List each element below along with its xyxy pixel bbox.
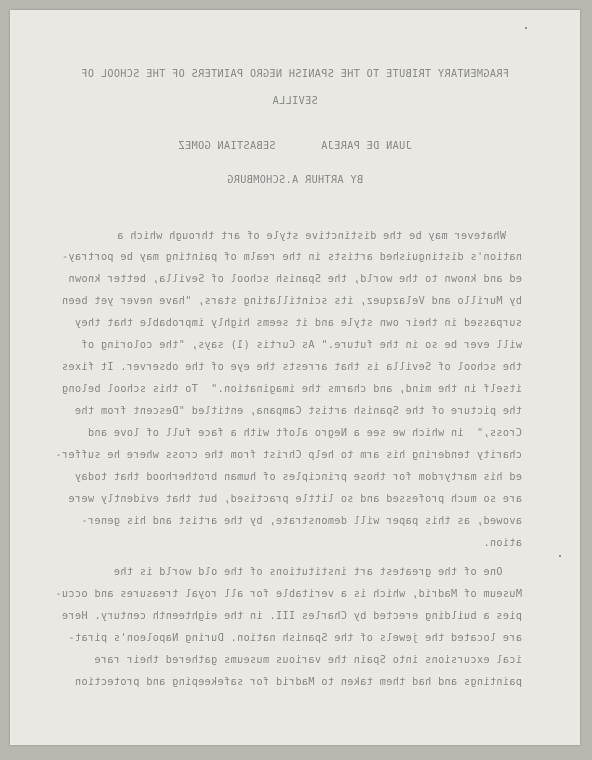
body-line: ed and known to the world, the Spanish school of Sevilla, better known (68, 274, 522, 285)
body-line: Museum of Madrid, which is a veritable for all royal treasures and occu- (55, 589, 522, 600)
paper-speck (525, 27, 527, 29)
body-line: surpassed in their own style and it seems highly improbable that they (74, 318, 522, 329)
typewritten-sheet (10, 10, 580, 745)
body-line: pies a building erected by Charles III. in the eighteenth century. Here (61, 611, 522, 622)
body-line: charity tendering his arm to help Christ from the cross where he suffer- (55, 450, 522, 461)
body-line: Whatever may be the distinctive style of art through which a (116, 231, 506, 242)
body-line: itself in the mind, and charms the imagination." To this school belong (61, 384, 522, 395)
body-line: the school of Sevilla is that arrests the eye of the observer. It fixes (61, 362, 522, 373)
body-line: nation's distinguished artists in the realm of painting may be portray- (61, 252, 522, 263)
body-line: ical excursions into Spain the various museums gathered their rare (94, 655, 522, 666)
body-line: Cross," in which we see a Negro aloft with a face full of love and (87, 428, 522, 439)
body-line: ation. (483, 538, 522, 549)
byline: BY ARTHUR A.SCHOMBURG (226, 175, 364, 186)
body-line: the picture of the Spanish artist Campana, entitled "Descent from the (74, 406, 522, 417)
body-line: One of the greatest art institutions of the old world is the (113, 567, 522, 578)
title-line: FRAGMENTARY TRIBUTE TO THE SPANISH NEGRO PAINTERS OF THE SCHOOL OF (81, 69, 509, 80)
body-line: are located the jewels of the Spanish nation. During Napoleon's pirat- (68, 633, 522, 644)
body-line: by Murillo and Velazquez, its scintillating stars, "have never yet been (61, 296, 522, 307)
title-line: SEVILLA (272, 96, 318, 107)
subjects-line: JUAN DE PAREJA SEBASTIAN GOMEZ (178, 141, 412, 152)
paper-speck (559, 555, 561, 557)
body-line: avowed, as this paper will demonstrate, by the artist and his gener- (81, 516, 522, 527)
reverse-side-text (10, 10, 580, 745)
body-line: will ever be so in the future." As Curtis (1) says, "the coloring of (81, 340, 522, 351)
body-line: are so much professed and so little practised, but that evidently were (68, 494, 522, 505)
body-line: paintings and had them taken to Madrid for safekeeping and protection (74, 677, 522, 688)
body-line: ed his martyrdom for those principles of human brotherhood that today (74, 472, 522, 483)
